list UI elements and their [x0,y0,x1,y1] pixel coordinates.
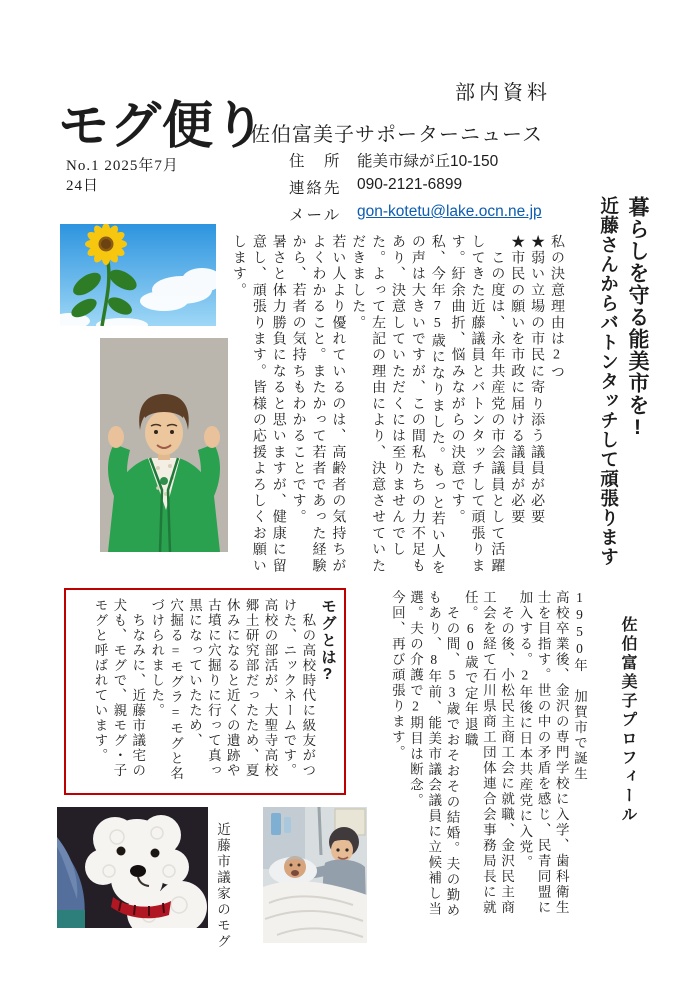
phone-label: 連絡先 [289,180,342,197]
contact-block [289,149,542,230]
mogu-box-title: モグとは? [319,598,336,685]
issue-number-date: No.1 2025年7月24日 [66,158,179,194]
article-paragraph: 暑さと体力勝負になると思いますが、健康に留意し、頑張ります。皆様の応援よろしくお願いします。 [231,234,286,575]
address-label: 住 所 [289,153,342,170]
profile-body [372,590,588,924]
sunflower-photo [60,224,216,326]
profile-paragraph: 1950年 加賀市で誕生 [572,590,587,782]
article-paragraph: 若い人より優れているのは、高齢者の気持ちがよくわかること。またかって若者であった経験から、若者の気持ちもわかることです。 [290,234,346,575]
article-paragraph: ★市民の願いを市政に届ける議員が必要 [509,234,525,526]
profile-title: 佐伯富美子プロフィール [619,616,636,825]
article-paragraph: この度は、永年共産党の市会議員として活躍してきた近藤議員とバトンタッチして頑張ります。紆余曲折、悩みながらの決意です。 [449,234,505,575]
mogu-box-paragraph: ちなみに、近藤市議宅の犬も、モグで、親モグ・子モグと呼ばれています。 [92,598,146,778]
profile-paragraph: その後、小松民主商工会に就職、金沢民主商工会を経て石川県商工団体連合会事務局長に就任。60歳で定年退職 [462,590,515,916]
headline-line-2: 近藤さんからバトンタッチして頑張ります [598,196,620,567]
newsletter-title: モグ便り [58,97,267,154]
address-value: 能美市緑が丘10-150 [357,153,499,170]
headline-line-1: 暮らしを守る能美市を! [626,196,649,440]
article-paragraph: ★弱い立場の市民に寄り添う議員が必要 [529,234,545,526]
email-row [289,203,542,225]
care-photo [263,807,367,943]
mogu-box-paragraph: 高校の部活が、大聖寺高校郷土研究部だったため、夏休みになると近くの遺跡や古墳に穴掘りに行って真っ黒になっていたため、 [186,598,278,778]
profile-paragraph: その間、53歳でおそおその結婚。夫の勤めもあり、8年前、能美市議会議員に立候補し当選。夫の介護で2期目は断念。 [408,590,460,919]
dog-photo [57,807,208,928]
phone-value: 090-2121-6899 [357,176,463,193]
mogu-explainer-box [64,588,346,795]
address-row [289,149,542,171]
mogu-box-paragraph: 穴掘る=モグラ=モグと名づけられました。 [149,598,184,781]
mogu-box-paragraph: 私の高校時代に級友がつけた、ニックネームです。 [281,598,316,778]
email-link[interactable]: gon-kotetu@lake.ocn.ne.jp [357,203,542,220]
candidate-portrait-photo [100,338,228,552]
profile-paragraph: 高校卒業後、金沢の専門学校に入学、歯科衛生士を目指す。世の中の矛盾を感じ、民青同盟に加入する。2年後に日本共産党に入党。 [517,590,569,916]
article-paragraph: 私の決意理由は2つ [549,234,564,381]
article-paragraph: 私、今年75歳になりました。もっと若い人をの声は大きいですが、この間私たちの力不足もあり、決意していただくには至りませんでした。よって左記の理由により、決意させていただきました。 [350,234,445,577]
email-label: メール [289,207,342,224]
profile-paragraph: 今回、再び頑張ります。 [389,590,405,761]
main-headline [582,196,652,626]
dog-photo-caption: 近藤市議家のモグ [215,822,230,950]
phone-row [289,176,542,198]
doc-label: 部内資料 [455,82,551,104]
newsletter-subtitle: 佐伯富美子サポーターニュース [250,124,543,146]
main-article [224,234,566,580]
